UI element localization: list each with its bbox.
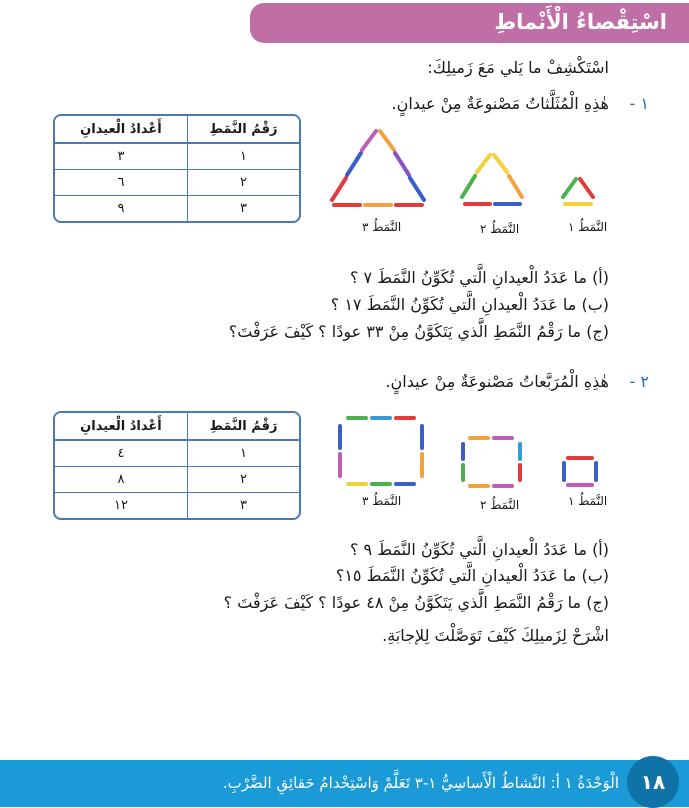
table-cell: ٩ [55,195,187,221]
pattern-label: النَّمَطُ ١ [568,220,608,234]
page-number: ١٨ [627,756,679,808]
footer-text: الْوَحْدَةُ ١ أ: النَّشاطُ الْأَساسِيُّ ١-٣ تَعَلَّمْ وَاسْتِخْدامُ حَقائِقِ الضَّرْبِ. [222,774,619,792]
section2-number: ٢ - [629,372,649,391]
table-cell: ٨ [55,466,187,492]
table-row [55,492,299,518]
question-2b: (ب) ما عَدَدُ الْعيدانِ الَّتي تُكَوِّنُ النَّمَطَ ١٥؟ [335,566,609,585]
section1-text: هٰذِهِ الْمُثَلَّثاتُ مَصْنوعَةٌ مِنْ عيدانٍ. [391,94,609,113]
stick [332,178,346,200]
pattern-label: النَّمَطُ ١ [568,494,608,508]
table-cell: ١ [187,440,299,466]
stick [380,131,394,150]
section1-table [53,114,301,223]
section1-number: ١ - [629,94,649,113]
table-cell: ٣ [55,143,187,169]
table-cell: ٢ [187,466,299,492]
pattern-label: النَّمَطُ ٣ [362,494,402,508]
table-row [55,143,299,169]
section-title-bar [250,3,689,43]
intro-text: اسْتَكْشِفْ ما يَلي مَعَ زَميلِكَ: [427,58,609,77]
table-header-pattern: رَقْمُ النَّمَطِ [187,413,299,440]
stick [347,153,361,175]
table-cell: ١٢ [55,492,187,518]
table-header-sticks: أَعْدادُ الْعيدانِ [55,413,187,440]
question-2a: (أ) ما عَدَدُ الْعيدانِ الَّتي تُكَوِّنُ النَّمَطَ ٩ ؟ [349,540,609,559]
question-1c: (ج) ما رَقْمُ النَّمَطِ الَّذي يَتَكَوَّنُ مِنْ ٣٣ عودًا ؟ كَيْفَ عَرَفْتَ؟ [228,322,609,341]
stick [477,155,490,172]
table-row [55,169,299,195]
table-row [55,466,299,492]
table-cell: ٣ [187,195,299,221]
page-title: اسْتِقْصاءُ الْأَنْماطِ [494,10,667,34]
table-row [55,440,299,466]
pattern-label: النَّمَطُ ٢ [480,498,520,512]
table-header-pattern: رَقْمُ النَّمَطِ [187,116,299,143]
explain-text: اشْرَحْ لِزَميلِكَ كَيْفَ تَوَصَّلْتَ لِلإجابَةِ. [382,626,609,645]
pattern-label: النَّمَطُ ٣ [362,220,402,234]
table-cell: ٦ [55,169,187,195]
stick [462,176,475,197]
section2-text: هٰذِهِ الْمُرَبَّعاتُ مَصْنوعَةٌ مِنْ عيدانٍ. [385,372,609,391]
stick [410,178,424,200]
table-row [55,195,299,221]
table-header-sticks: أَعْدادُ الْعيدانِ [55,116,187,143]
table-cell: ٢ [187,169,299,195]
table-cell: ٣ [187,492,299,518]
section2-table [53,411,301,520]
question-1a: (أ) ما عَدَدُ الْعيدانِ الَّتي تُكَوِّنُ النَّمَطَ ٧ ؟ [349,268,609,287]
triangle-patterns-figure [320,125,620,215]
question-2c: (ج) ما رَقْمُ النَّمَطِ الَّذي يَتَكَوَّنُ مِنْ ٤٨ عودًا ؟ كَيْفَ عَرَفْتَ ؟ [223,593,609,612]
table-cell: ١ [187,143,299,169]
footer-bar [0,760,689,807]
table-cell: ٤ [55,440,187,466]
pattern-label: النَّمَطُ ٢ [480,222,520,236]
question-1b: (ب) ما عَدَدُ الْعيدانِ الَّتي تُكَوِّنُ النَّمَطَ ١٧ ؟ [330,295,609,314]
stick [563,179,576,197]
stick [580,179,593,197]
stick [509,176,522,197]
stick [362,131,376,150]
stick [494,155,507,172]
square-patterns-figure [330,410,620,495]
stick [395,153,409,175]
